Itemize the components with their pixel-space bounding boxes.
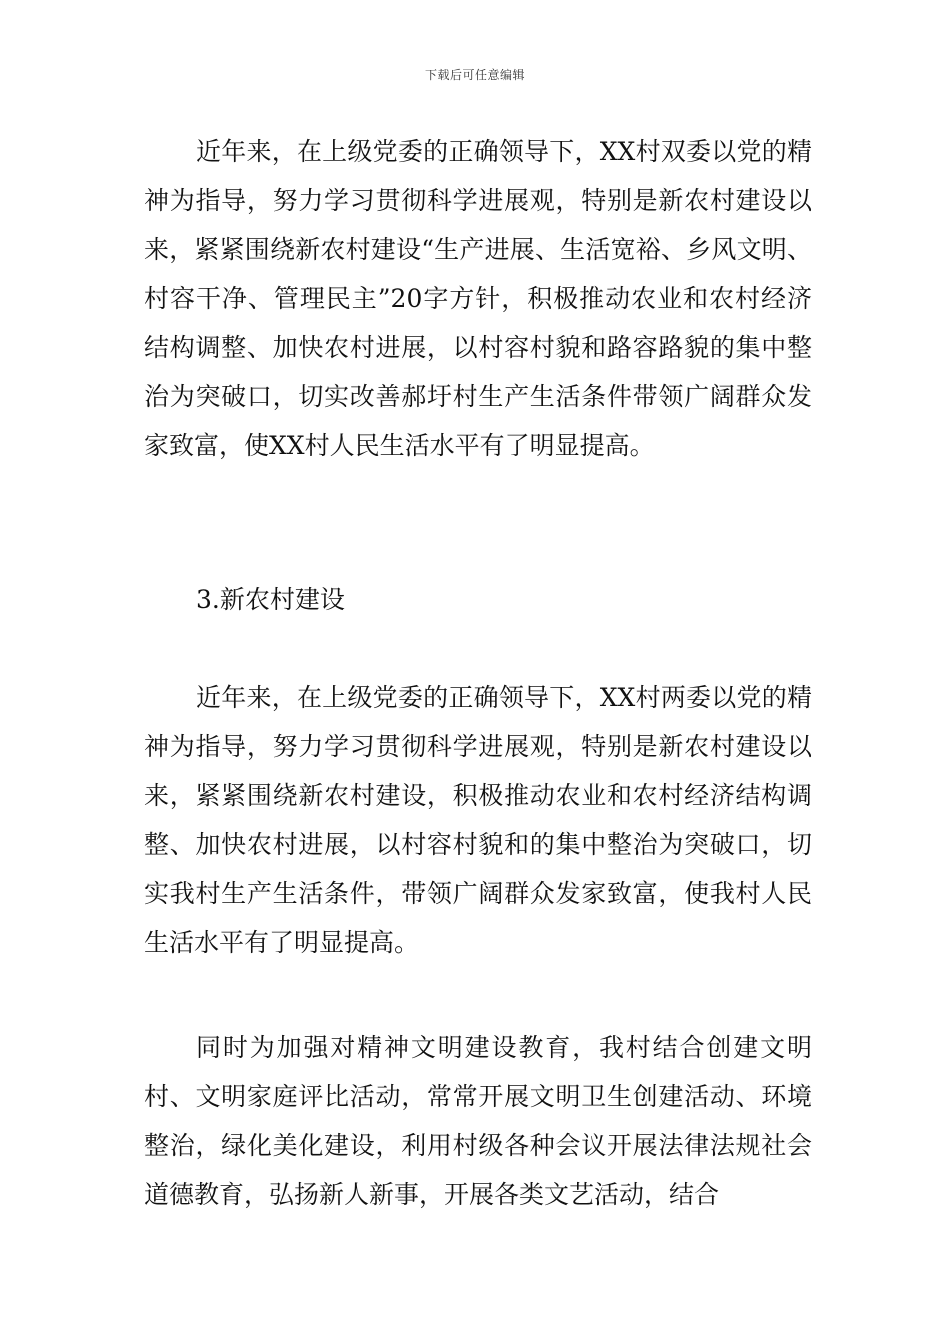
- paragraph-1: 近年来，在上级党委的正确领导下，XX村双委以党的精神为指导，努力学习贯彻科学进展观，特别是新农村建设以来，紧紧围绕新农村建设“生产进展、生活宽裕、乡风文明、村容干净、管理民主”20字方针，积极推动农业和农村经济结构调整、加快农村进展，以村容村貌和路容路貌的集中整治为突破口，切实改善郝圩村生产生活条件带领广阔群众发家致富，使XX村人民生活水平有了明显提高。: [144, 137, 812, 460]
- page-header-note: 下载后可任意编辑: [424, 68, 525, 82]
- paragraph-2: 近年来，在上级党委的正确领导下，XX村两委以党的精神为指导，努力学习贯彻科学进展观，特别是新农村建设以来，紧紧围绕新农村建设，积极推动农业和农村经济结构调整、加快农村进展，以村容村貌和的集中整治为突破口，切实我村生产生活条件，带领广阔群众发家致富，使我村人民生活水平有了明显提高。: [144, 683, 812, 957]
- section-heading: 3.新农村建设: [196, 585, 345, 614]
- paragraph-3: 同时为加强对精神文明建设教育，我村结合创建文明村、文明家庭评比活动，常常开展文明卫生创建活动、环境整治，绿化美化建设，利用村级各种会议开展法律法规社会道德教育，弘扬新人新事，开展各类文艺活动，结合: [144, 1033, 812, 1209]
